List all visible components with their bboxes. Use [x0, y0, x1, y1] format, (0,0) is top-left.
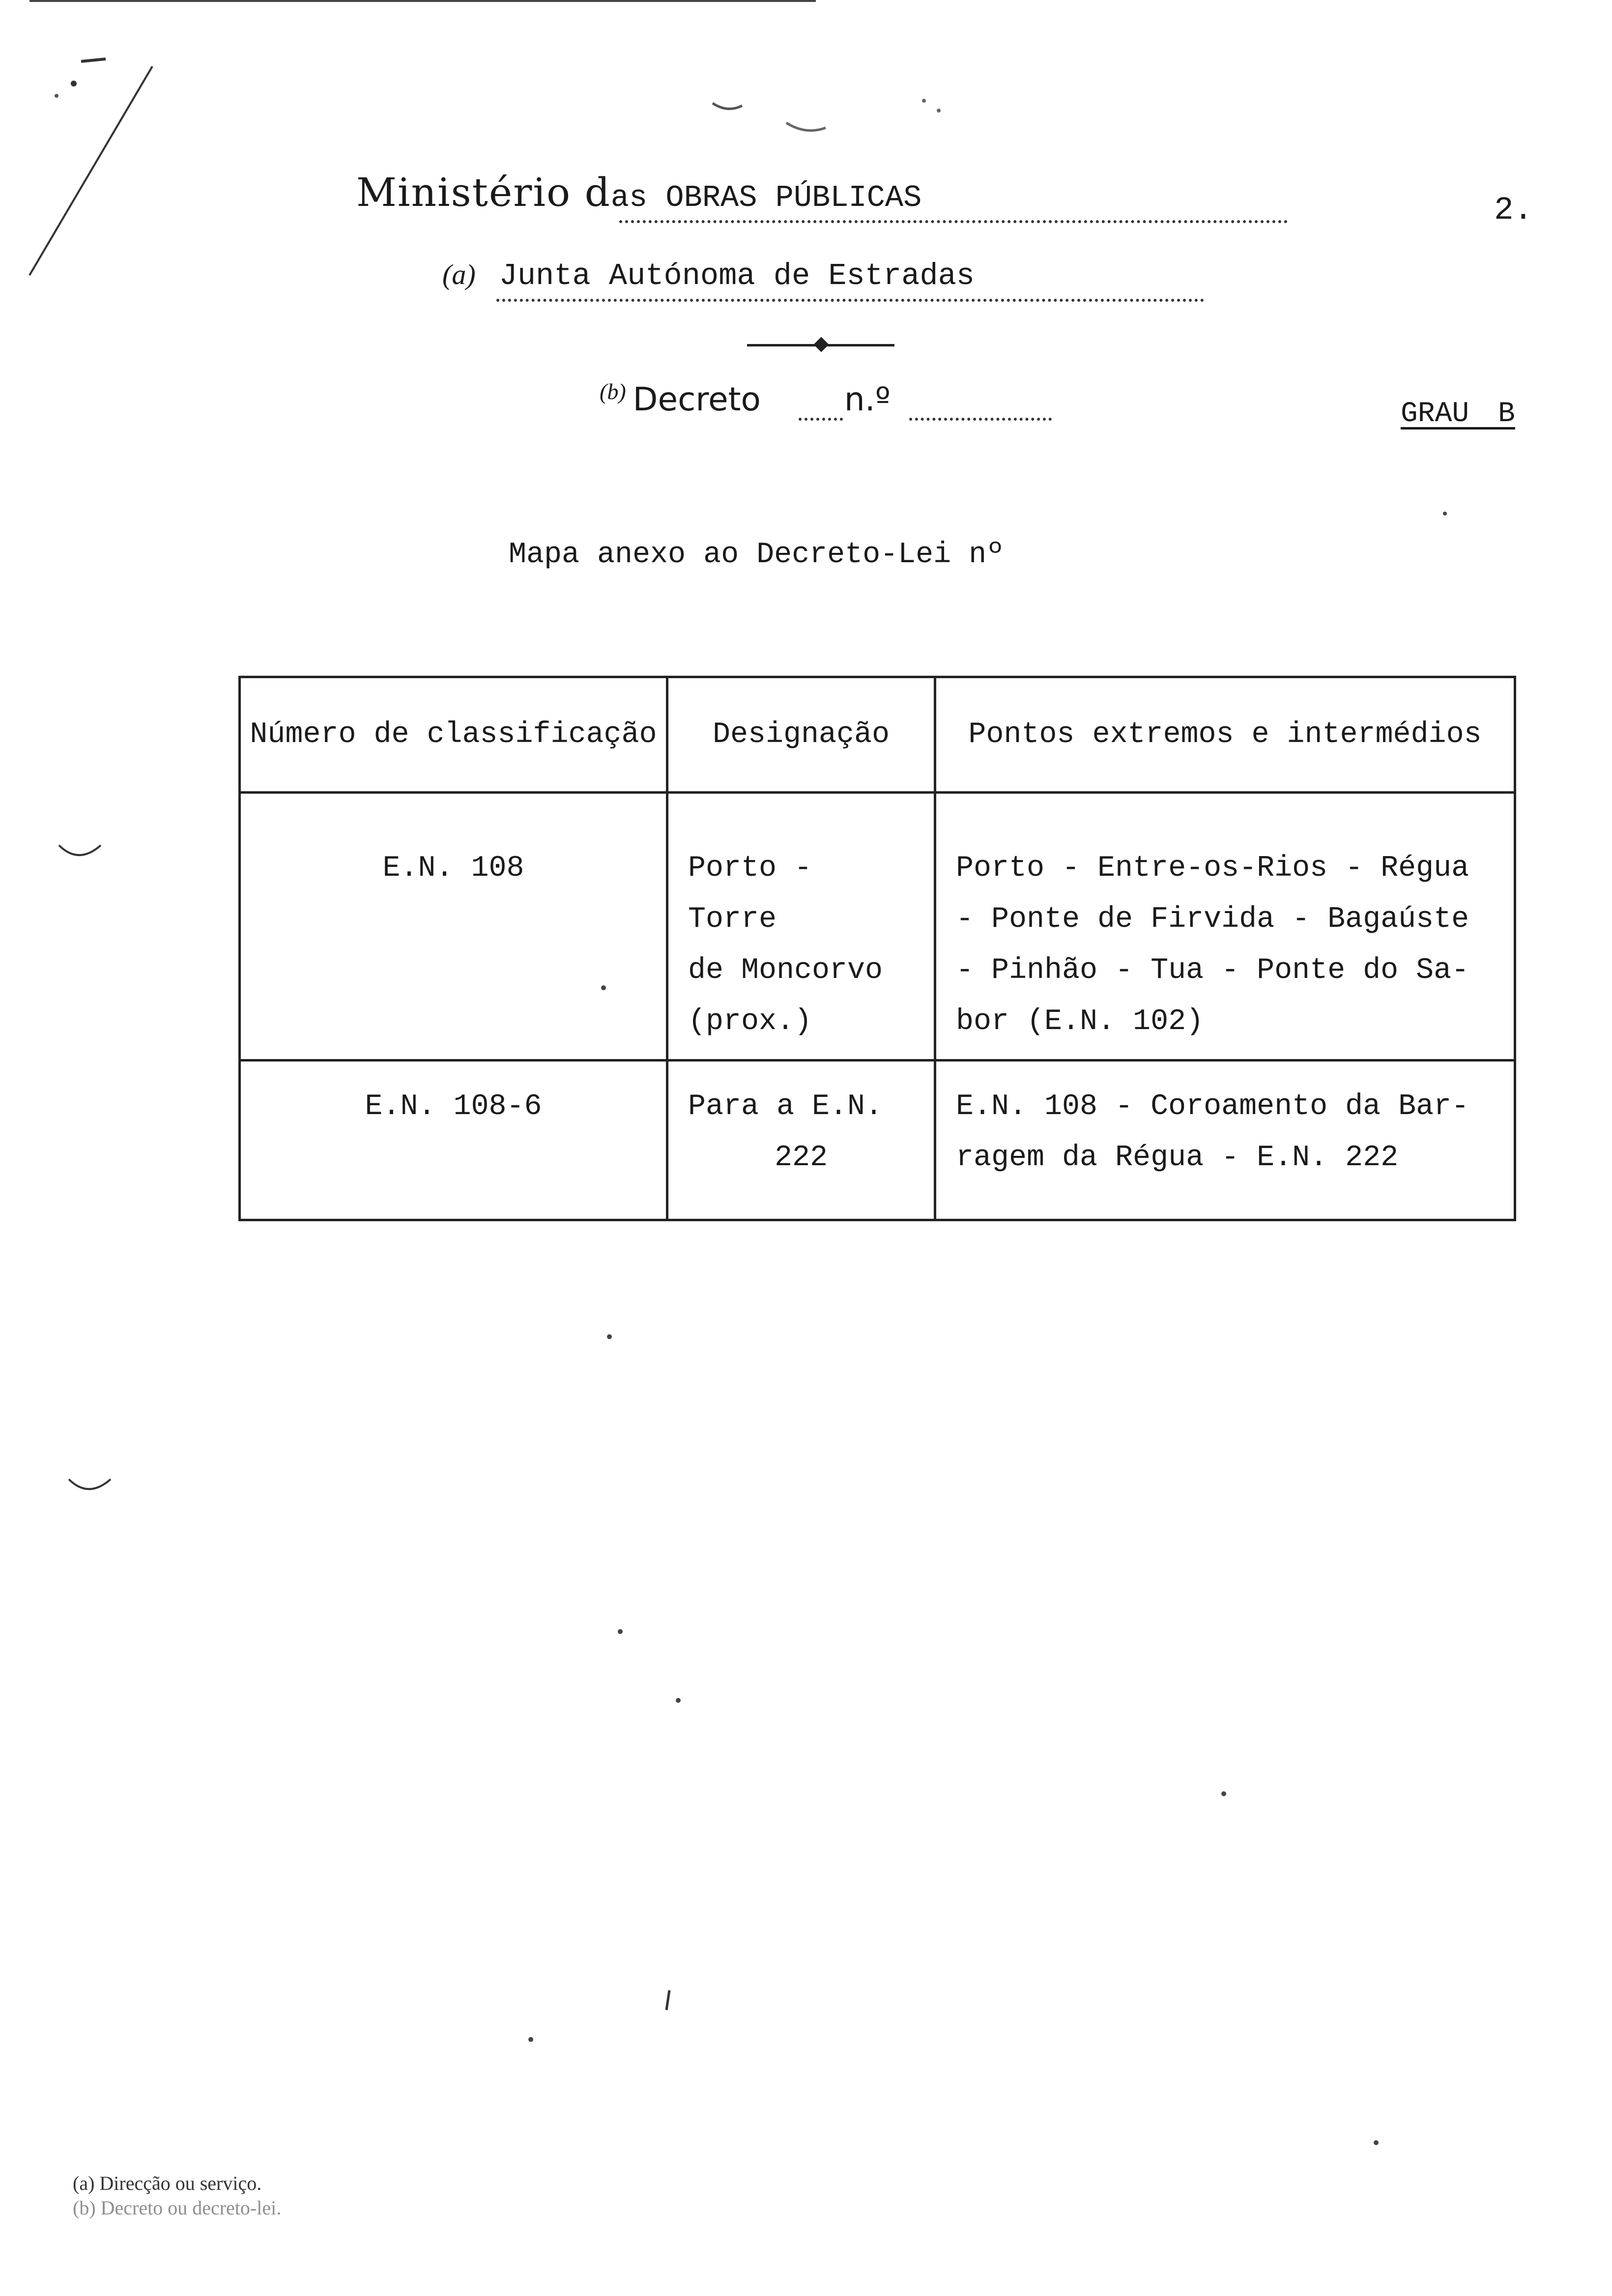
designation-line: (prox.)	[688, 1005, 812, 1038]
scan-speck	[528, 2037, 533, 2042]
points-line: bor (E.N. 102)	[956, 1005, 1204, 1038]
header-points: Pontos extremos e intermédios	[935, 677, 1515, 793]
scan-speck	[71, 81, 77, 86]
junta-dotted-line	[496, 299, 1204, 302]
junta-line	[442, 258, 975, 293]
classification-table	[238, 676, 1516, 1221]
classification-number-cell	[240, 793, 667, 1061]
points-cell	[935, 1061, 1515, 1220]
scan-speck	[618, 1629, 623, 1634]
scan-smudge	[666, 1990, 669, 2010]
designation-cell	[667, 793, 935, 1061]
binder-hole-arc	[69, 1479, 111, 1489]
decreto-line	[600, 378, 891, 418]
scan-speck	[676, 1698, 681, 1703]
designation-line: Para a E.N.	[688, 1090, 883, 1123]
decreto-number-label: n.º	[844, 380, 891, 418]
points-line: Porto - Entre-os-Rios - Régua	[956, 852, 1469, 885]
ministry-title: Ministério d	[356, 170, 611, 215]
ministry-heading	[356, 170, 921, 215]
footnote-b: (b) Decreto ou decreto-lei.	[73, 2197, 282, 2219]
ministry-department: as OBRAS PÚBLICAS	[610, 180, 922, 215]
footnote-a: (a) Direcção ou serviço.	[73, 2172, 262, 2194]
table-header-row	[240, 677, 1515, 793]
decreto-label: Decreto	[633, 380, 761, 418]
scan-speck	[937, 109, 941, 113]
designation-line: 222	[774, 1141, 828, 1175]
binder-hole-arc	[59, 845, 101, 855]
scan-smudge	[786, 123, 826, 131]
header-classification-number: Número de classificação	[240, 677, 667, 793]
decreto-dotted-line	[799, 418, 843, 421]
classification-number-cell	[240, 1061, 667, 1220]
designation-line: Porto - Torre	[688, 852, 812, 936]
margin-pen-stroke	[29, 66, 152, 275]
decreto-number-dotted-line	[909, 418, 1052, 421]
scan-speck	[1374, 2140, 1379, 2145]
points-line: - Pinhão - Tua - Ponte do Sa-	[956, 954, 1469, 987]
junta-name: Junta Autónoma de Estradas	[499, 258, 975, 293]
points-cell	[935, 793, 1515, 1061]
margin-tick-mark	[81, 59, 106, 61]
table-row	[240, 793, 1515, 1061]
scan-speck	[1221, 1791, 1226, 1796]
top-border-rule	[29, 0, 816, 2]
map-title: Mapa anexo ao Decreto-Lei nº	[509, 538, 1005, 572]
designation-cell	[667, 1061, 935, 1220]
scan-speck	[607, 1334, 612, 1339]
scan-smudge	[713, 103, 742, 109]
scan-speck	[922, 99, 926, 103]
scan-speck	[55, 94, 58, 98]
classification-number: E.N. 108-6	[365, 1090, 542, 1123]
decreto-marker: (b)	[600, 379, 626, 404]
table-row	[240, 1061, 1515, 1220]
points-line: - Ponte de Firvida - Bagaúste	[956, 903, 1469, 936]
ornament-diamond	[813, 337, 829, 352]
scan-speck	[1443, 512, 1447, 516]
ministry-dotted-line	[619, 220, 1288, 223]
header-designation: Designação	[667, 677, 935, 793]
points-line: E.N. 108 - Coroamento da Bar-	[956, 1090, 1469, 1123]
designation-line: de Moncorvo	[688, 954, 883, 987]
classification-number: E.N. 108	[382, 852, 524, 885]
points-line: ragem da Régua - E.N. 222	[956, 1141, 1399, 1175]
footnotes	[73, 2171, 281, 2220]
junta-marker: (a)	[442, 258, 476, 290]
page-number: 2.	[1494, 192, 1533, 229]
grade-label: GRAU B	[1401, 398, 1515, 430]
